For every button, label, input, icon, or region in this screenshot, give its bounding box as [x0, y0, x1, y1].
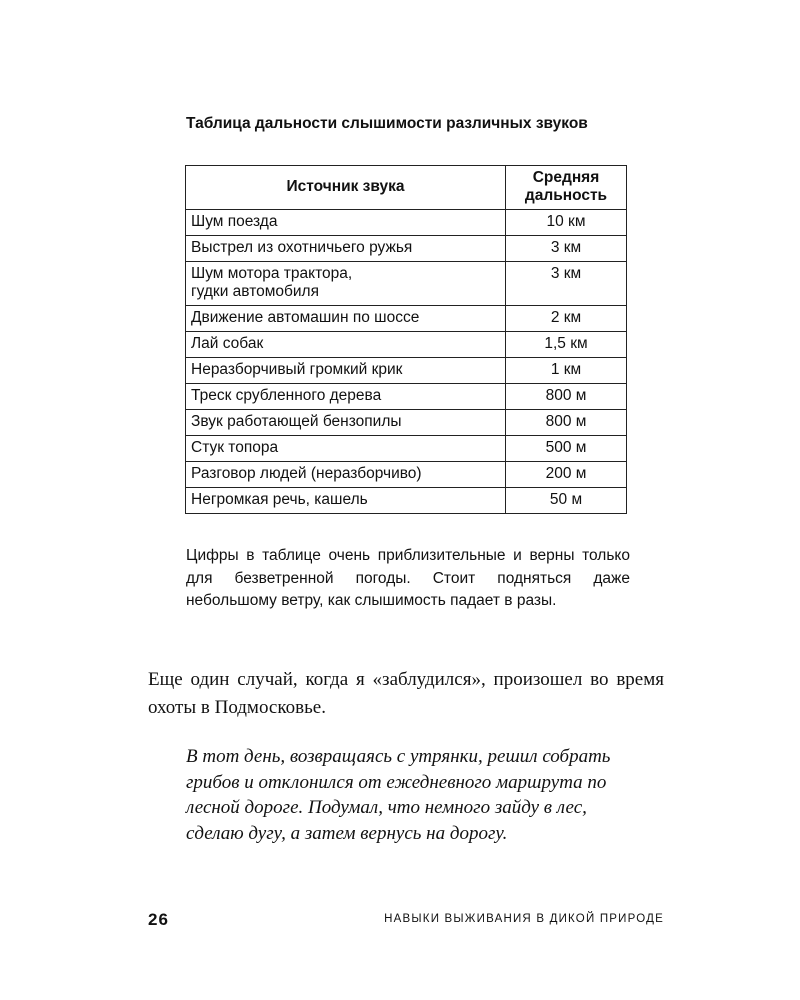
cell-distance: 800 м: [506, 384, 627, 410]
italic-quote: В тот день, возвращаясь с утрянки, решил собрать грибов и отклонился от ежедневного маршрута по лесной дороге. Подумал, что немного зайду в лес, сделаю дугу, а затем вернусь на дорогу.: [186, 746, 611, 844]
cell-distance: 3 км: [506, 262, 627, 306]
cell-distance: 1,5 км: [506, 332, 627, 358]
table-row: [186, 358, 627, 384]
table-row: [186, 436, 627, 462]
cell-source: Негромкая речь, кашель: [186, 488, 506, 514]
table-row: [186, 262, 627, 306]
cell-source: Звук работающей бензопилы: [186, 410, 506, 436]
cell-distance: 200 м: [506, 462, 627, 488]
running-title: НАВЫКИ ВЫЖИВАНИЯ В ДИКОЙ ПРИРОДЕ: [384, 913, 664, 925]
cell-source: Треск срубленного дерева: [186, 384, 506, 410]
cell-distance: 2 км: [506, 306, 627, 332]
table-row: [186, 488, 627, 514]
table-note: Цифры в таблице очень приблизительные и верны только для безветренной погоды. Стоит подняться даже небольшому ветру, как слышимость падает в разы.: [186, 547, 630, 609]
cell-source: Шум мотора трактора, гудки автомобиля: [186, 262, 506, 306]
cell-source: Лай собак: [186, 332, 506, 358]
cell-source: Разговор людей (неразборчиво): [186, 462, 506, 488]
cell-source: Движение автомашин по шоссе: [186, 306, 506, 332]
cell-source: Шум поезда: [186, 210, 506, 236]
table-row: [186, 462, 627, 488]
cell-distance: 3 км: [506, 236, 627, 262]
cell-distance: 500 м: [506, 436, 627, 462]
header-distance: Средняя дальность: [506, 166, 627, 210]
header-source: Источник звука: [186, 166, 506, 210]
table-row: [186, 332, 627, 358]
cell-distance: 10 км: [506, 210, 627, 236]
table-row: [186, 384, 627, 410]
table-header-row: [186, 166, 627, 210]
table-row: [186, 410, 627, 436]
cell-distance: 1 км: [506, 358, 627, 384]
cell-source: Неразборчивый громкий крик: [186, 358, 506, 384]
cell-source: Стук топора: [186, 436, 506, 462]
page-number: 26: [148, 910, 169, 929]
table-row: [186, 236, 627, 262]
cell-distance: 50 м: [506, 488, 627, 514]
table-row: [186, 306, 627, 332]
cell-distance: 800 м: [506, 410, 627, 436]
body-paragraph: Еще один случай, когда я «заблудился», произошел во время охоты в Подмосковье.: [148, 669, 664, 718]
table-body: [186, 210, 627, 514]
cell-source: Выстрел из охотничьего ружья: [186, 236, 506, 262]
table-row: [186, 210, 627, 236]
table-title: Таблица дальности слышимости различных звуков: [186, 115, 588, 132]
sound-range-table: [185, 165, 627, 514]
